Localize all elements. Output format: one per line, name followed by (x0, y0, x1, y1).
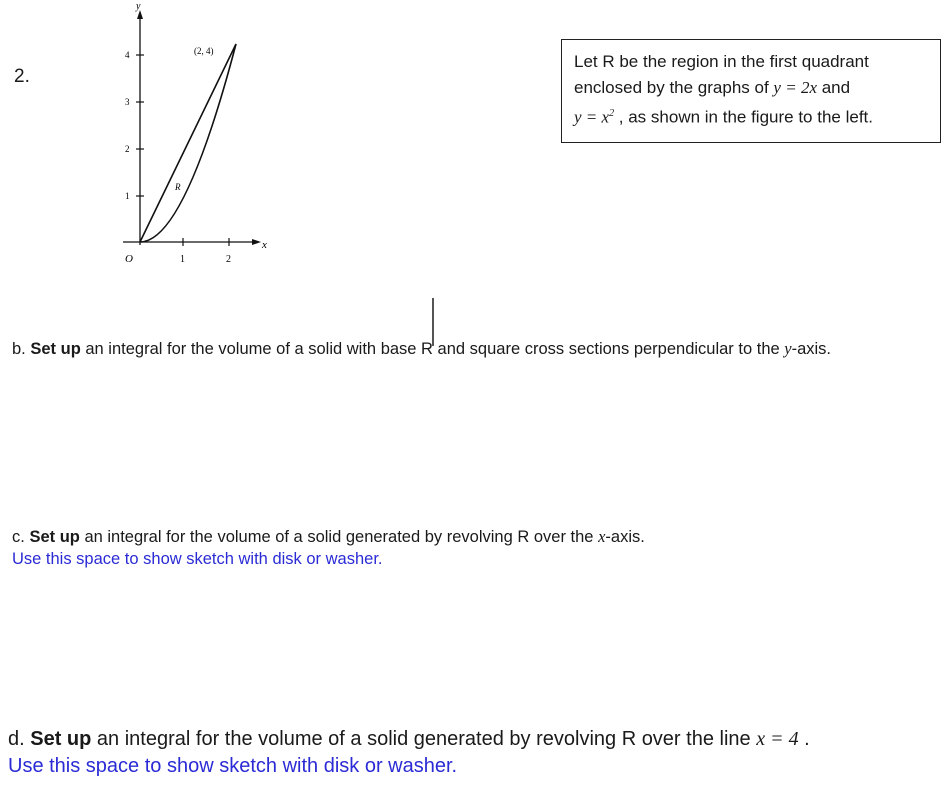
exponent: 2 (609, 108, 615, 119)
y-tick-label-3: 3 (125, 97, 130, 107)
question-b-letter: b. (12, 340, 26, 358)
region-definition-box (561, 39, 941, 143)
question-b (12, 339, 831, 359)
question-c-bold: Set up (29, 528, 80, 546)
y-tick-label-4: 4 (125, 50, 130, 60)
question-d-bold: Set up (30, 728, 92, 750)
question-b-bold: Set up (30, 340, 81, 358)
info-line-2 (574, 75, 940, 101)
question-d-note: Use this space to show sketch with disk or washer. (8, 755, 458, 777)
x-axis-label: x (262, 239, 267, 251)
x-tick-label-1: 1 (180, 254, 185, 265)
question-c-end: -axis. (605, 528, 645, 546)
info-line-1: Let R be the region in the first quadrant (574, 52, 869, 71)
question-b-end: -axis. (791, 340, 832, 358)
info-line-2-end: and (816, 78, 851, 97)
region-graph (95, 0, 285, 275)
question-c-letter: c. (12, 528, 25, 546)
origin-label: O (125, 253, 133, 265)
question-c-note: Use this space to show sketch with disk or washer. (12, 550, 383, 568)
question-c (12, 527, 645, 547)
x-axis-arrow (252, 239, 261, 245)
y-tick-label-2: 2 (125, 144, 130, 154)
question-c-text: an integral for the volume of a solid generated by revolving R over the (79, 528, 599, 546)
equation-line: y = 2x (773, 78, 817, 97)
y-axis-label: y (136, 1, 141, 12)
info-line-3 (574, 101, 940, 131)
question-d-math: x = 4 (756, 728, 799, 750)
question-d-end: . (798, 728, 810, 750)
question-d-letter: d. (8, 728, 25, 750)
point-label: (2, 4) (194, 46, 214, 56)
info-line-2-text: enclosed by the graphs of (574, 78, 774, 97)
line-y-2x (140, 44, 236, 242)
question-b-var: y (784, 339, 792, 358)
region-label: R (175, 182, 181, 192)
question-d-text: an integral for the volume of a solid generated by revolving R over the line (91, 728, 757, 750)
problem-number: 2. (14, 66, 30, 87)
info-line-3-text: , as shown in the figure to the left. (614, 107, 873, 127)
question-b-text: an integral for the volume of a solid with base R and square cross sections perpendicular to the (80, 340, 785, 358)
x-tick-label-2: 2 (226, 254, 231, 265)
question-c-var: x (598, 527, 606, 546)
question-d (8, 728, 810, 751)
y-tick-label-1: 1 (125, 191, 130, 201)
equation-parabola: y = x (574, 107, 610, 127)
